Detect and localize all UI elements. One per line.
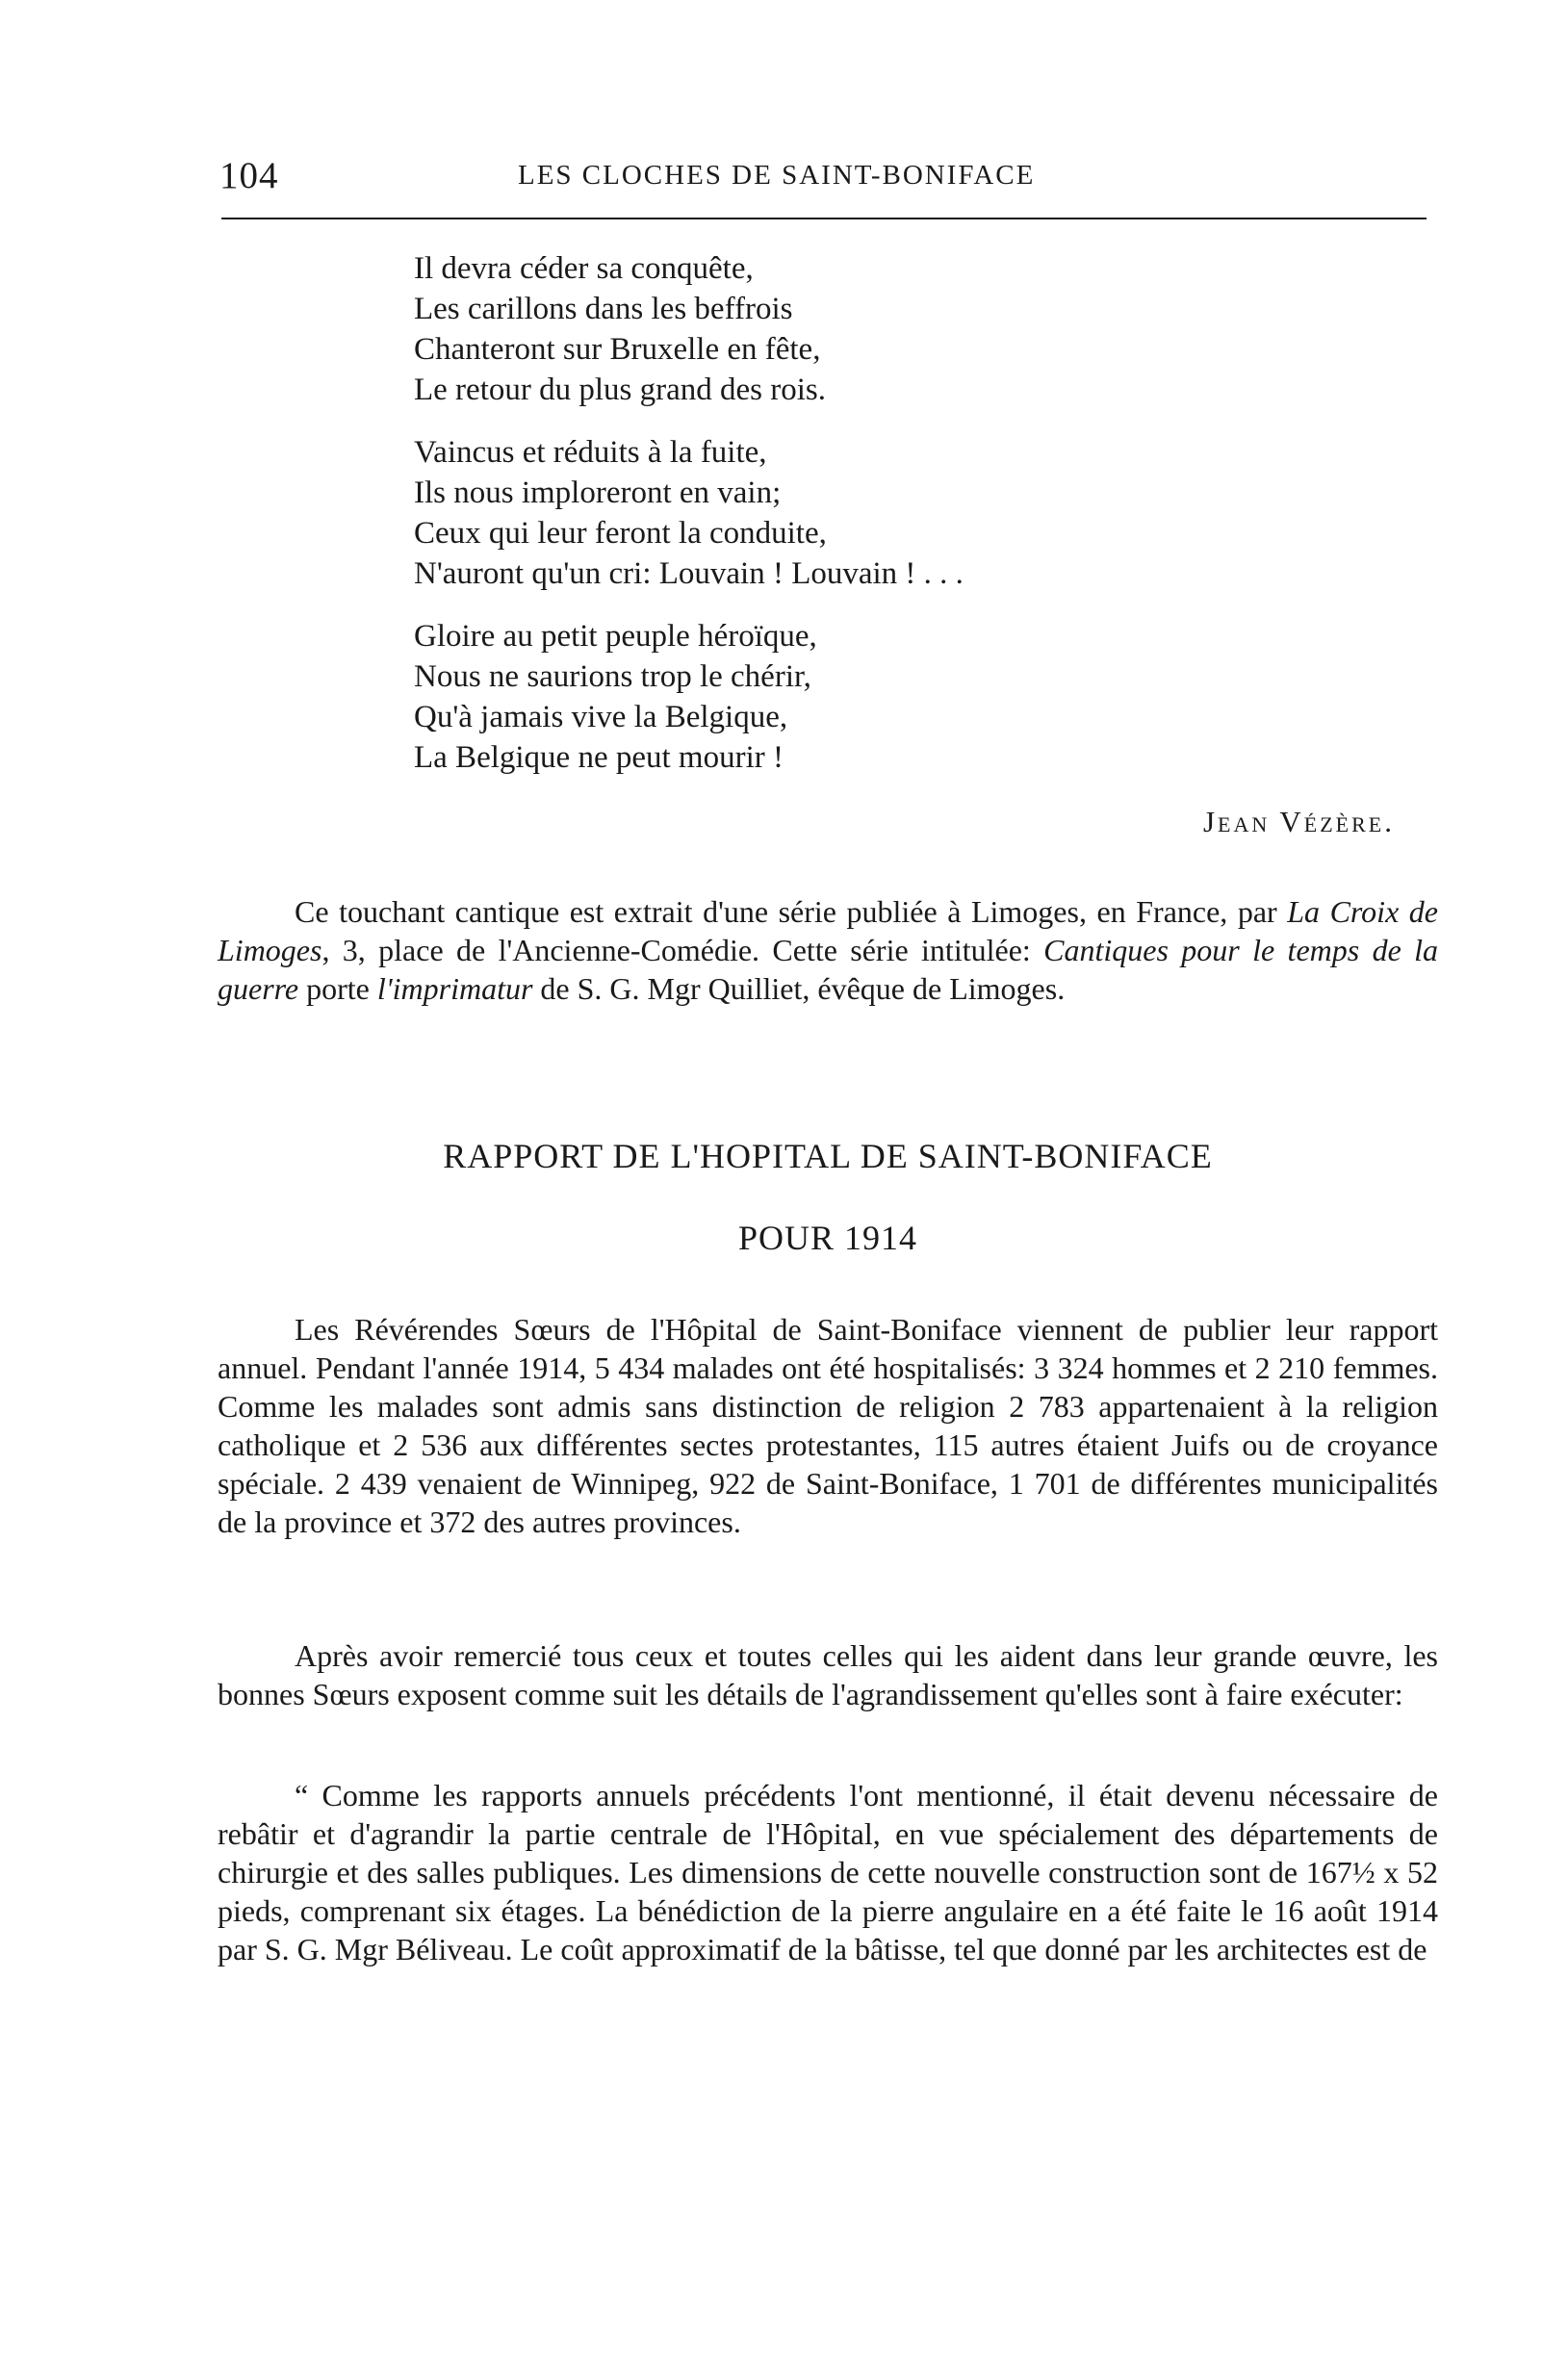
intro-text-2: , 3, place de l'Ancienne-Comédie. Cette série intitulée: xyxy=(321,933,1044,967)
poem xyxy=(414,248,964,800)
poem-author: Jean Vézère. xyxy=(1202,805,1395,838)
poem-line: Ceux qui leur feront la conduite, xyxy=(414,516,827,551)
section-subtitle: POUR 1914 xyxy=(737,1219,918,1257)
report-text-1: Les Révérendes Sœurs de l'Hôpital de Saint-Boniface viennent de publier leur rapport annuel. Pendant l'année 1914, 5 434 malades ont été hospitalisés: 3 324 hommes et 2 210 femmes. Comme les malades sont admis sans distinction de religion 2 783 appartenaient à la religion catholique et 2 536 aux différentes sectes protestantes, 115 autres étaient Juifs ou de croyance spéciale. 2 439 venaient de Winnipeg, 922 de Saint-Boniface, 1 701 de différentes municipalités de la province et 372 des autres provinces. xyxy=(218,1312,1438,1539)
report-paragraph-2 xyxy=(218,1636,1438,1713)
page-number: 104 xyxy=(219,155,279,196)
intro-text-4: de S. G. Mgr Quilliet, évêque de Limoges. xyxy=(532,971,1066,1006)
poem-line: La Belgique ne peut mourir ! xyxy=(414,740,784,775)
poem-line: Ils nous imploreront en vain; xyxy=(414,476,782,510)
intro-paragraph xyxy=(218,892,1438,1008)
running-head: LES CLOCHES DE SAINT-BONIFACE xyxy=(518,160,1036,191)
poem-line: Il devra céder sa conquête, xyxy=(414,251,754,286)
series-title: Cantiques pour le temps de la guerre xyxy=(218,933,1439,1006)
report-paragraph-1 xyxy=(218,1310,1438,1541)
poem-line: Qu'à jamais vive la Belgique, xyxy=(414,700,788,734)
report-text-3: “ Comme les rapports annuels précédents l'ont mentionné, il était devenu nécessaire de rebâtir et d'agrandir la partie centrale de l'Hôpital, en vue spécialement des départements de chirurgie et des salles publiques. Les dimensions de cette nouvelle construction sont de 167½ x 52 pieds, comprenant six étages. La bénédiction de la pierre angulaire en a été faite le 16 août 1914 par S. G. Mgr Béliveau. Le coût approximatif de la bâtisse, tel que donné par les architectes est de xyxy=(218,1778,1438,1967)
imprimatur-term: l'imprimatur xyxy=(376,971,533,1006)
section-title: RAPPORT DE L'HOPITAL DE SAINT-BONIFACE xyxy=(443,1137,1213,1175)
poem-line: Chanteront sur Bruxelle en fête, xyxy=(414,332,821,367)
poem-line: Gloire au petit peuple héroïque, xyxy=(414,619,817,654)
poem-line: Vaincus et réduits à la fuite, xyxy=(414,435,767,470)
poem-line: N'auront qu'un cri: Louvain ! Louvain ! . . . xyxy=(414,556,964,591)
poem-line: Nous ne saurions trop le chérir, xyxy=(414,659,811,694)
poem-line: Le retour du plus grand des rois. xyxy=(414,373,826,407)
poem-stanza xyxy=(414,432,964,594)
poem-stanza xyxy=(414,616,964,778)
intro-text-3: porte xyxy=(298,971,377,1006)
publication-title: La Croix de Limoges xyxy=(218,894,1439,967)
intro-text-1: Ce touchant cantique est extrait d'une série publiée à Limoges, en France, par xyxy=(295,894,1288,929)
poem-stanza xyxy=(414,248,964,410)
header-rule xyxy=(221,218,1427,219)
poem-line: Les carillons dans les beffrois xyxy=(414,292,793,326)
report-paragraph-3 xyxy=(218,1776,1438,1968)
report-text-2: Après avoir remercié tous ceux et toutes celles qui les aident dans leur grande œuvre, les bonnes Sœurs exposent comme suit les détails de l'agrandissement qu'elles sont à faire exécuter: xyxy=(218,1638,1438,1711)
page-header xyxy=(219,154,1425,202)
